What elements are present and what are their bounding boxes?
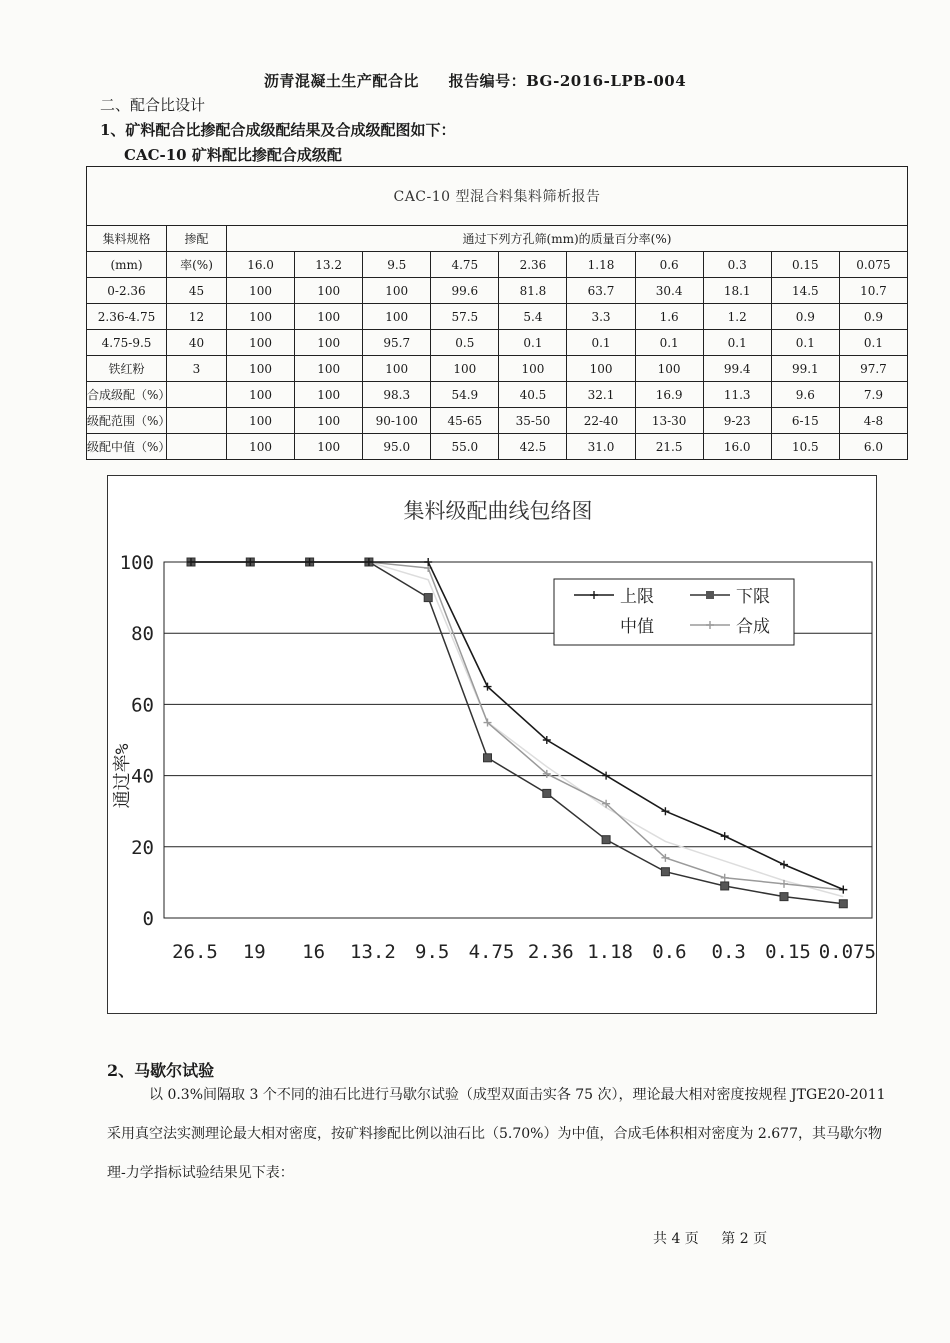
row-value: 10.5 [771,434,839,460]
data-point [721,882,729,890]
sieve-size-header: 1.18 [567,252,635,278]
row-value: 99.1 [771,356,839,382]
x-tick-label: 0.15 [765,941,811,963]
row-value: 4-8 [839,408,907,434]
col-header-spec-unit: (mm) [87,252,167,278]
row-value: 21.5 [635,434,703,460]
chart-title: 集料级配曲线包络图 [403,499,593,523]
total-pages: 共 4 页 [653,1231,699,1247]
col-header-spec: 集料规格 [87,226,167,252]
row-value: 100 [635,356,703,382]
row-value: 100 [227,434,295,460]
legend-marker [706,591,714,599]
row-value: 35-50 [499,408,567,434]
row-value: 9.6 [771,382,839,408]
row-value: 22-40 [567,408,635,434]
row-value: 11.3 [703,382,771,408]
table-row [87,304,908,330]
report-title: 沥青混凝土生产配合比 [263,72,419,90]
data-point [602,836,610,844]
sieve-size-header: 16.0 [227,252,295,278]
marshall-paragraph: 以 0.3%间隔取 3 个不同的油石比进行马歇尔试验（成型双面击实各 75 次），理论最大相对密度按规程 JTGE20-2011 采用真空法实测理论最大相对密度，按矿料掺配比例以油石比（5.70%）为中值，合成毛体积相对密度为 2.677，其马歇尔物理-力学指标试验结果见下表： [107,1087,886,1181]
x-tick-label: 19 [242,941,266,963]
row-value: 0.9 [839,304,907,330]
row-value: 30.4 [635,278,703,304]
row-value: 100 [227,330,295,356]
row-rate [167,434,227,460]
subsection-heading: 1、矿料配合比掺配合成级配结果及合成级配图如下： [100,121,456,139]
col-header-rate-unit: 率(%) [167,252,227,278]
row-value: 100 [295,304,363,330]
sieve-size-header: 0.15 [771,252,839,278]
row-rate: 45 [167,278,227,304]
row-value: 0.1 [567,330,635,356]
row-value: 97.7 [839,356,907,382]
x-tick-label: 1.18 [587,941,633,963]
table-row [87,408,908,434]
row-value: 42.5 [499,434,567,460]
row-value: 7.9 [839,382,907,408]
row-value: 99.4 [703,356,771,382]
row-value: 13-30 [635,408,703,434]
section-heading-marshall: 2、马歇尔试验 [107,1061,215,1080]
x-tick-label: 0.3 [711,941,746,963]
table-row [87,278,908,304]
row-value: 18.1 [703,278,771,304]
row-value: 0.9 [771,304,839,330]
y-axis-label: 通过率% [112,743,133,809]
gradation-chart-svg [108,476,876,1013]
sieve-size-header: 0.075 [839,252,907,278]
row-value: 54.9 [431,382,499,408]
row-value: 100 [363,278,431,304]
row-value: 16.9 [635,382,703,408]
row-value: 16.0 [703,434,771,460]
row-value: 100 [431,356,499,382]
table-row [87,356,908,382]
legend-label: 合成 [736,617,770,637]
page-footer [653,1228,785,1248]
row-value: 0.1 [839,330,907,356]
sieve-size-header: 2.36 [499,252,567,278]
col-header-rate: 掺配 [167,226,227,252]
row-value: 99.6 [431,278,499,304]
row-spec: 级配中值（%） [87,434,167,460]
row-spec: 合成级配（%） [87,382,167,408]
y-tick-label: 20 [131,836,154,859]
row-value: 5.4 [499,304,567,330]
x-tick-label: 0.6 [652,941,687,963]
row-value: 0.1 [771,330,839,356]
row-value: 100 [227,304,295,330]
row-value: 9-23 [703,408,771,434]
legend-label: 上限 [620,587,654,607]
row-spec: 0-2.36 [87,278,167,304]
col-header-passing: 通过下列方孔筛(mm)的质量百分率(%) [227,226,908,252]
row-spec: 4.75-9.5 [87,330,167,356]
row-value: 1.2 [703,304,771,330]
row-value: 31.0 [567,434,635,460]
sieve-analysis-table [86,166,908,460]
row-value: 100 [567,356,635,382]
row-value: 0.1 [635,330,703,356]
data-point [484,754,492,762]
row-value: 63.7 [567,278,635,304]
row-value: 100 [227,356,295,382]
row-value: 100 [227,408,295,434]
row-value: 100 [227,382,295,408]
legend-label: 下限 [736,587,770,607]
x-tick-label: 9.5 [415,941,450,963]
x-tick-label: 4.75 [468,941,515,963]
row-spec: 2.36-4.75 [87,304,167,330]
sieve-size-header: 0.6 [635,252,703,278]
row-spec: 级配范围（%） [87,408,167,434]
row-rate: 12 [167,304,227,330]
data-point [661,868,669,876]
row-value: 100 [363,356,431,382]
row-value: 10.7 [839,278,907,304]
data-point [424,594,432,602]
y-tick-label: 60 [131,694,154,717]
row-rate [167,408,227,434]
row-value: 0.1 [499,330,567,356]
row-rate: 40 [167,330,227,356]
row-value: 32.1 [567,382,635,408]
x-tick-label: 0.075 [818,941,876,963]
row-value: 98.3 [363,382,431,408]
y-tick-label: 0 [142,908,154,930]
row-value: 100 [295,434,363,460]
row-value: 6.0 [839,434,907,460]
table-row [87,382,908,408]
table-row [87,330,908,356]
row-value: 1.6 [635,304,703,330]
data-point [839,900,847,908]
row-value: 90-100 [363,408,431,434]
table-row [87,434,908,460]
legend-label: 中值 [620,617,654,637]
row-value: 81.8 [499,278,567,304]
y-tick-label: 40 [131,765,154,788]
gradation-chart [107,475,877,1014]
x-tick-label: 2.36 [527,941,574,963]
row-value: 100 [363,304,431,330]
row-value: 100 [295,356,363,382]
row-value: 100 [295,278,363,304]
table-report-title: CAC-10 型混合料集料筛析报告 [87,167,908,226]
row-value: 45-65 [431,408,499,434]
row-value: 14.5 [771,278,839,304]
row-value: 100 [295,408,363,434]
row-value: 55.0 [431,434,499,460]
report-number: 报告编号：BG-2016-LPB-004 [448,72,687,90]
row-rate: 3 [167,356,227,382]
sieve-size-header: 9.5 [363,252,431,278]
row-value: 100 [295,330,363,356]
row-rate [167,382,227,408]
row-value: 100 [295,382,363,408]
current-page: 第 2 页 [721,1231,768,1247]
row-value: 0.1 [703,330,771,356]
row-value: 0.5 [431,330,499,356]
row-value: 40.5 [499,382,567,408]
sieve-size-header: 0.3 [703,252,771,278]
row-value: 57.5 [431,304,499,330]
table-caption: CAC-10 矿料配比掺配合成级配 [124,146,342,164]
row-value: 95.7 [363,330,431,356]
row-value: 95.0 [363,434,431,460]
row-value: 3.3 [567,304,635,330]
row-value: 6-15 [771,408,839,434]
x-tick-label: 26.5 [172,941,218,963]
x-tick-label: 13.2 [350,941,396,963]
sieve-size-header: 4.75 [431,252,499,278]
y-tick-label: 80 [131,623,154,646]
row-value: 100 [227,278,295,304]
sieve-size-header: 13.2 [295,252,363,278]
data-point [543,789,551,797]
row-spec: 铁红粉 [87,356,167,382]
section-heading-mix-design: 二、配合比设计 [100,96,206,114]
x-tick-label: 16 [302,941,326,963]
row-value: 100 [499,356,567,382]
report-header [0,70,950,91]
y-tick-label: 100 [119,552,154,574]
data-point [780,893,788,901]
